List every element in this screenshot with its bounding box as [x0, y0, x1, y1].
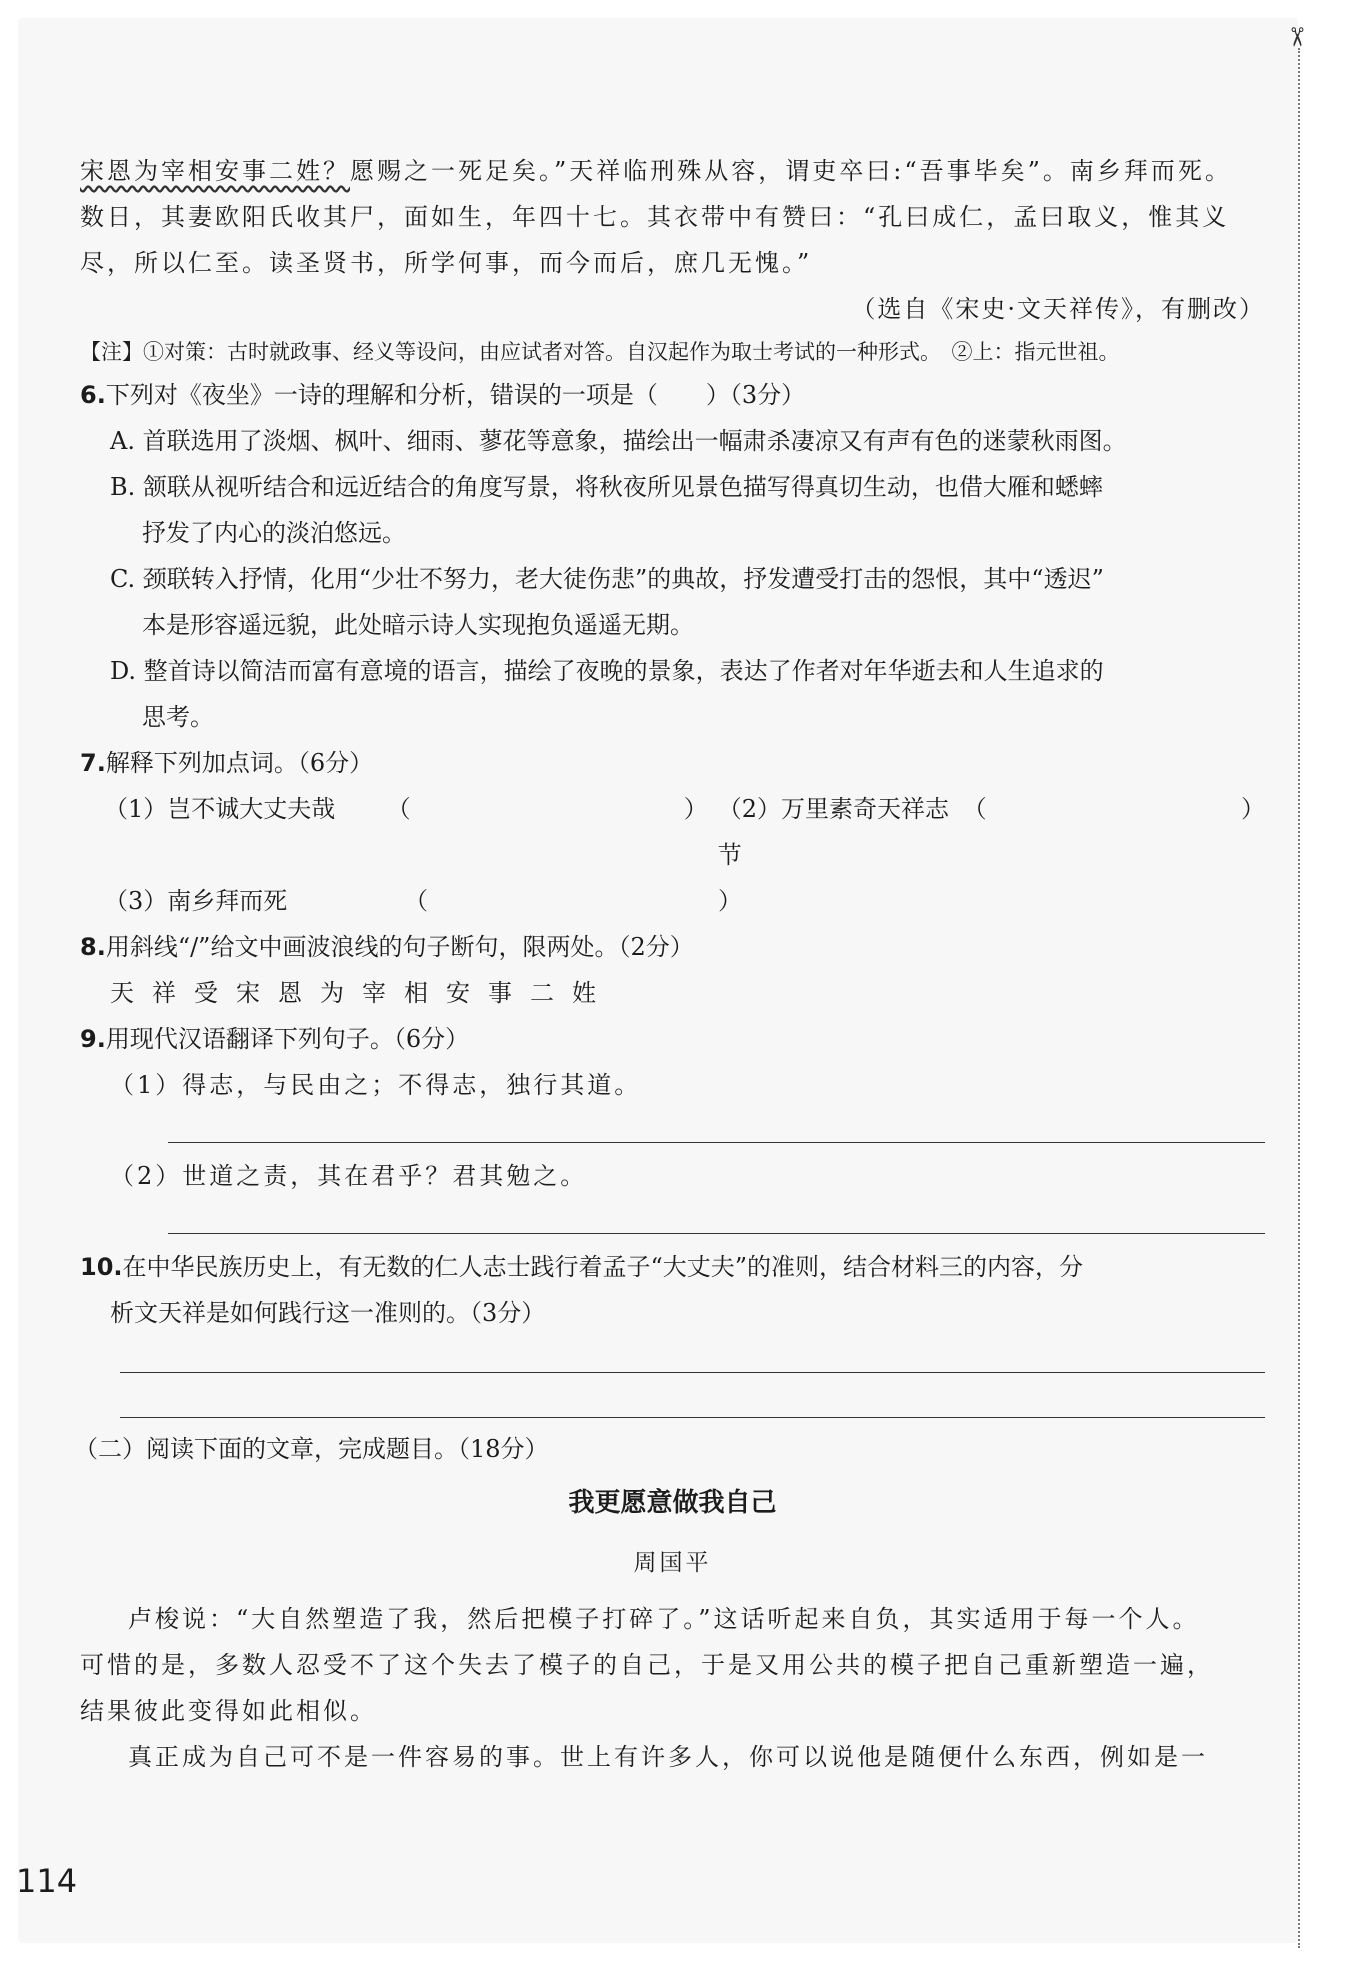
- page-number: 114: [16, 1862, 78, 1900]
- q7-answer-3-blank[interactable]: [428, 878, 718, 924]
- q9-item-2: （2）世道之责，其在君乎？君其勉之。: [110, 1162, 588, 1190]
- q6-option-b-cont: 抒发了内心的淡泊悠远。: [142, 519, 406, 547]
- question-8: 8.用斜线“/”给文中画波浪线的句子断句，限两处。（2分）: [80, 933, 694, 961]
- q8-sentence: 天祥受宋恩为宰相安事二姓: [110, 979, 614, 1007]
- wavy-sentence: 宋恩为宰相安事二姓？: [80, 157, 350, 185]
- question-9: 9.用现代汉语翻译下列句子。（6分）: [80, 1025, 470, 1053]
- q10-answer-line-2[interactable]: [120, 1381, 1265, 1418]
- section-2-heading: （二）阅读下面的文章，完成题目。（18分）: [74, 1435, 549, 1463]
- question-7: 7.解释下列加点词。（6分）: [80, 749, 374, 777]
- q7-answer-2-close: ）: [1241, 795, 1265, 823]
- footnote: 【注】①对策：古时就政事、经义等设问，由应试者对答。自汉起作为取士考试的一种形式。 ②上：指元世祖。: [80, 340, 1120, 364]
- article-para-1-line-3: 结果彼此变得如此相似。: [80, 1697, 377, 1725]
- q7-answer-1-open: （: [386, 795, 411, 823]
- passage-source: （选自《宋史·文天祥传》，有删改）: [851, 295, 1265, 323]
- q9-item-1: （1）得志，与民由之；不得志，独行其道。: [110, 1071, 642, 1099]
- q7-answer-2-blank[interactable]: [987, 786, 1241, 878]
- q6-option-d: D. 整首诗以简洁而富有意境的语言，描绘了夜晚的景象，表达了作者对年华逝去和人生追求的: [110, 657, 1104, 685]
- q6-option-c: C. 颈联转入抒情，化用“少壮不努力，老大徒伤悲”的典故，抒发遭受打击的怨恨，其中“透迟”: [110, 565, 1104, 593]
- passage-line-1: 宋恩为宰相安事二姓？愿赐之一死足矣。”天祥临刑殊从容，谓吏卒曰:“吾事毕矣”。南乡拜而死。: [80, 157, 1232, 185]
- page-content: [74, 148, 1265, 1780]
- q7-row-2: [80, 878, 1265, 924]
- q6-option-a: A. 首联选用了淡烟、枫叶、细雨、蓼花等意象，描绘出一幅肃杀凄凉又有声有色的迷蒙秋雨图。: [110, 427, 1127, 455]
- q7-item-2: （2）万里素奇天祥志节: [717, 795, 950, 869]
- question-10: 10.在中华民族历史上，有无数的仁人志士践行着孟子“大丈夫”的准则，结合材料三的内容，分: [80, 1253, 1084, 1281]
- question-6: 6.下列对《夜坐》一诗的理解和分析，错误的一项是（ ）（3分）: [80, 381, 806, 409]
- q7-item-1: （1）岂不诚大丈夫哉: [104, 795, 336, 823]
- question-10-cont: 析文天祥是如何践行这一准则的。（3分）: [110, 1299, 546, 1327]
- q7-answer-3-open: （: [404, 887, 428, 915]
- q7-answer-3-close: ）: [718, 887, 742, 915]
- q7-answer-2-open: （: [962, 795, 987, 823]
- q10-answer-line-1[interactable]: [120, 1336, 1265, 1373]
- article-author: 周国平: [633, 1550, 712, 1576]
- scissors-icon: ✂: [1280, 26, 1311, 48]
- article-para-1-line-1: 卢梭说：“大自然塑造了我，然后把模子打碎了。”这话听起来自负，其实适用于每一个人。: [128, 1605, 1200, 1633]
- q9-answer-line-1[interactable]: [168, 1108, 1265, 1143]
- article-para-1-line-2: 可惜的是，多数人忍受不了这个失去了模子的自己，于是又用公共的模子把自己重新塑造一遍，: [80, 1651, 1214, 1679]
- q7-answer-1-blank[interactable]: [411, 786, 684, 878]
- cut-line: [1298, 48, 1300, 1948]
- q7-item-3: （3）南乡拜而死: [104, 887, 288, 915]
- q7-row-1: [80, 786, 1265, 878]
- article-para-2-line-1: 真正成为自己可不是一件容易的事。世上有许多人，你可以说他是随便什么东西，例如是一: [128, 1743, 1208, 1771]
- q7-answer-1-close: ）: [683, 795, 708, 823]
- q9-answer-line-2[interactable]: [168, 1199, 1265, 1234]
- article-title: 我更愿意做我自己: [568, 1488, 777, 1518]
- q6-option-d-cont: 思考。: [142, 703, 214, 731]
- passage-line-2: 数日，其妻欧阳氏收其尸，面如生，年四十七。其衣带中有赞曰：“孔曰成仁，孟曰取义，惟其义: [80, 203, 1230, 231]
- passage-line-3: 尽，所以仁至。读圣贤书，所学何事，而今而后，庶几无愧。”: [80, 249, 813, 277]
- q6-option-b: B. 颔联从视听结合和远近结合的角度写景，将秋夜所见景色描写得真切生动，也借大雁和蟋蟀: [110, 473, 1103, 501]
- q6-option-c-cont: 本是形容遥远貌，此处暗示诗人实现抱负遥遥无期。: [142, 611, 694, 639]
